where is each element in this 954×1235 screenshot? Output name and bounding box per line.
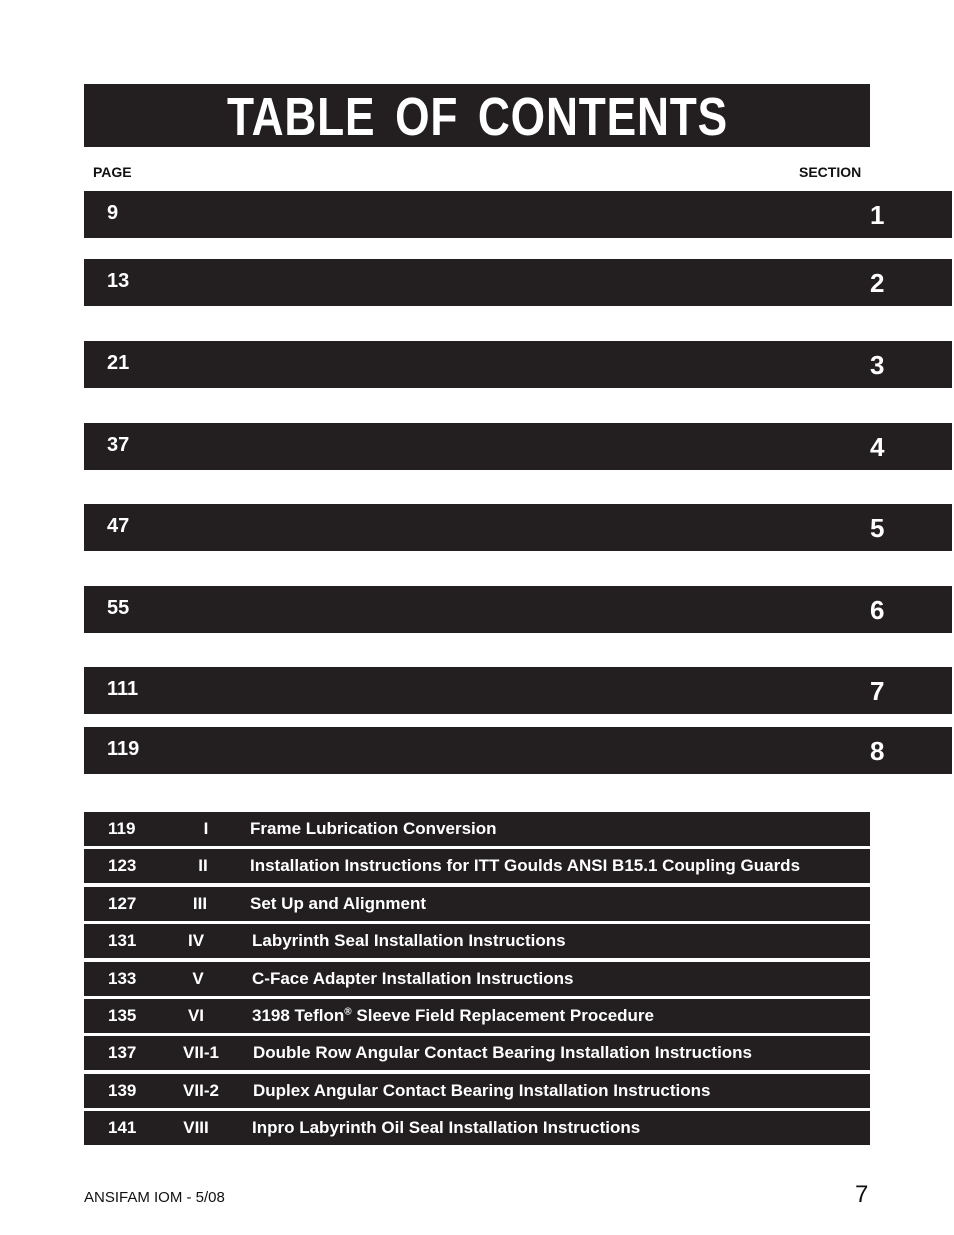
section-bar <box>84 586 870 633</box>
appendix-title[interactable] <box>252 999 654 1033</box>
appendix-row[interactable] <box>84 1036 870 1070</box>
appendix-title-rest: Sleeve Field Replacement Procedure <box>351 1006 655 1025</box>
appendix-numeral: III <box>192 894 208 913</box>
appendix-page-number: 123 <box>108 856 137 875</box>
appendix-title[interactable]: Double Row Angular Contact Bearing Installation Instructions <box>253 1043 753 1062</box>
page-number: 7 <box>855 1181 869 1208</box>
section-bar <box>84 341 870 388</box>
appendix-numeral: VII-1 <box>183 1043 219 1062</box>
appendix-row[interactable] <box>84 1074 870 1108</box>
section-page-number: 9 <box>107 202 119 224</box>
appendix-title[interactable]: Duplex Angular Contact Bearing Installation Instructions <box>253 1081 711 1100</box>
appendix-row[interactable] <box>84 962 870 996</box>
appendix-title[interactable]: Set Up and Alignment <box>250 894 426 913</box>
appendix-row[interactable] <box>84 999 870 1033</box>
appendix-row[interactable] <box>84 849 870 883</box>
section-number: 6 <box>870 595 885 625</box>
appendix-page-number: 131 <box>108 931 137 950</box>
section-bar <box>84 191 870 238</box>
appendix-numeral: VI <box>187 1006 205 1025</box>
appendix-numeral: I <box>203 819 209 838</box>
appendix-page-number: 119 <box>108 819 136 838</box>
appendix-page-number: 137 <box>108 1043 137 1062</box>
appendix-numeral: II <box>198 856 208 875</box>
appendix-page-number: 135 <box>108 1006 137 1025</box>
section-page-number: 13 <box>107 270 130 292</box>
document-id: ANSIFAM IOM - 5/08 <box>84 1189 225 1206</box>
section-bar <box>84 423 870 470</box>
section-number: 8 <box>870 736 885 766</box>
appendix-title[interactable]: Installation Instructions for ITT Goulds ANSI B15.1 Coupling Guards <box>250 856 801 875</box>
appendix-title[interactable]: C-Face Adapter Installation Instructions <box>252 969 574 988</box>
section-number: 5 <box>870 513 885 543</box>
appendix-numeral: IV <box>187 931 205 950</box>
appendix-title[interactable]: Labyrinth Seal Installation Instructions <box>252 931 566 950</box>
appendix-page-number: 139 <box>108 1081 137 1100</box>
section-bar <box>84 727 870 774</box>
appendix-row[interactable] <box>84 887 870 921</box>
page-title-text: TABLE OF CONTENTS <box>226 87 728 147</box>
section-page-number: 47 <box>107 515 130 537</box>
section-page-number: 55 <box>107 597 130 619</box>
section-number: 2 <box>870 268 885 298</box>
appendix-row[interactable] <box>84 812 870 846</box>
appendix-numeral: V <box>192 969 204 988</box>
appendix-page-number: 141 <box>108 1118 137 1137</box>
appendix-row[interactable] <box>84 924 870 958</box>
section-column-label: SECTION <box>799 164 862 180</box>
section-number: 4 <box>870 432 885 462</box>
section-page-number: 119 <box>107 738 140 760</box>
section-bar <box>84 504 870 551</box>
section-number: 1 <box>870 200 885 230</box>
page-column-label: PAGE <box>93 164 132 180</box>
section-page-number: 111 <box>107 678 139 700</box>
appendix-page-number: 133 <box>108 969 137 988</box>
appendix-title[interactable]: Inpro Labyrinth Oil Seal Installation Instructions <box>252 1118 641 1137</box>
section-number: 7 <box>870 676 885 706</box>
registered-mark: ® <box>344 1006 352 1018</box>
appendix-page-number: 127 <box>108 894 137 913</box>
appendix-title[interactable]: Frame Lubrication Conversion <box>250 819 497 838</box>
section-page-number: 21 <box>107 352 130 374</box>
section-bar <box>84 259 870 306</box>
section-number: 3 <box>870 350 885 380</box>
appendix-numeral: VII-2 <box>183 1081 219 1100</box>
section-bar <box>84 667 870 714</box>
appendix-numeral: VIII <box>183 1118 209 1137</box>
section-page-number: 37 <box>107 434 130 456</box>
appendix-row[interactable] <box>84 1111 870 1145</box>
page-title <box>84 84 870 147</box>
appendix-title-main: 3198 Teflon <box>252 1006 345 1025</box>
